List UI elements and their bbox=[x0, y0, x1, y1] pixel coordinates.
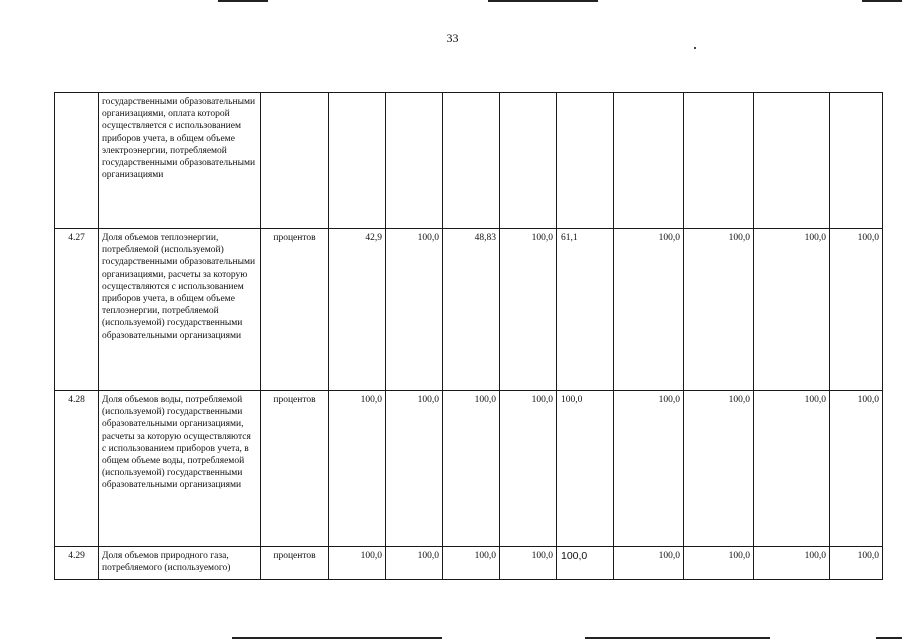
value-cell: 100,0 bbox=[684, 229, 754, 391]
value-cell: 100,0 bbox=[614, 391, 684, 547]
indicator-name: Доля объемов теплоэнергии, потребляемой (используемой) государственными образовательными организациями, расчеты за которую осуществляются с использованием приборов учета, в общем объеме теплоэнергии, потребляемой (используемой) государственными образовательными организациями bbox=[99, 229, 261, 391]
value-cell: 100,0 bbox=[754, 229, 830, 391]
page-number: 33 bbox=[446, 31, 459, 45]
table-row bbox=[55, 391, 883, 547]
indicator-name: Доля объемов природного газа, потребляемого (используемого) bbox=[99, 547, 261, 580]
value-cell: 100,0 bbox=[500, 229, 557, 391]
row-number: 4.29 bbox=[55, 547, 99, 580]
value-cell: 61,1 bbox=[557, 229, 614, 391]
scan-artifact-bottom-right bbox=[585, 637, 770, 639]
scan-artifact-top-mid bbox=[488, 0, 598, 2]
scan-dot bbox=[694, 47, 696, 49]
value-cell: 100,0 bbox=[684, 547, 754, 580]
value-cell: 100,0 bbox=[614, 547, 684, 580]
value-cell: 100,0 bbox=[329, 391, 386, 547]
unit-cell: процентов bbox=[261, 229, 329, 391]
value-cell: 48,83 bbox=[443, 229, 500, 391]
value-cell: 100,0 bbox=[443, 391, 500, 547]
unit-cell bbox=[261, 93, 329, 229]
value-cell: 100,0 bbox=[386, 229, 443, 391]
value-cell: 100,0 bbox=[830, 391, 883, 547]
value-cell: 100,0 bbox=[830, 547, 883, 580]
value-cell: 100,0 bbox=[386, 391, 443, 547]
value-cell bbox=[329, 93, 386, 229]
value-cell: 100,0 bbox=[500, 391, 557, 547]
indicator-name: государственными образовательными организациями, оплата которой осуществляется с использованием приборов учета, в общем объеме электроэнергии, потребляемой государственными образовательными организациями bbox=[99, 93, 261, 229]
value-cell bbox=[386, 93, 443, 229]
value-cell bbox=[754, 93, 830, 229]
row-number bbox=[55, 93, 99, 229]
scan-artifact-top-left bbox=[218, 0, 268, 2]
indicators-table bbox=[54, 92, 883, 580]
value-cell bbox=[443, 93, 500, 229]
row-number: 4.28 bbox=[55, 391, 99, 547]
value-cell: 100,0 bbox=[557, 391, 614, 547]
unit-cell: процентов bbox=[261, 547, 329, 580]
value-cell bbox=[614, 93, 684, 229]
table-row bbox=[55, 93, 883, 229]
value-cell: 100,0 bbox=[386, 547, 443, 580]
value-cell: 100,0 bbox=[830, 229, 883, 391]
value-cell: 42,9 bbox=[329, 229, 386, 391]
indicator-name: Доля объемов воды, потребляемой (используемой) государственными образовательными организациями, расчеты за которую осуществляются с использованием приборов учета, в общем объеме воды, потребляемой (используемой) государственными образовательными организациями bbox=[99, 391, 261, 547]
value-cell bbox=[500, 93, 557, 229]
value-cell: 100,0 bbox=[754, 547, 830, 580]
value-cell: 100,0 bbox=[557, 547, 614, 580]
value-cell bbox=[557, 93, 614, 229]
value-cell bbox=[830, 93, 883, 229]
value-cell: 100,0 bbox=[614, 229, 684, 391]
table-row bbox=[55, 547, 883, 580]
scan-artifact-bottom-far bbox=[876, 637, 902, 639]
table-row bbox=[55, 229, 883, 391]
value-cell bbox=[684, 93, 754, 229]
unit-cell: процентов bbox=[261, 391, 329, 547]
scan-artifact-top-right bbox=[862, 0, 902, 2]
value-cell: 100,0 bbox=[684, 391, 754, 547]
scan-artifact-bottom-left bbox=[232, 637, 442, 639]
value-cell: 100,0 bbox=[754, 391, 830, 547]
value-cell: 100,0 bbox=[329, 547, 386, 580]
value-cell: 100,0 bbox=[443, 547, 500, 580]
row-number: 4.27 bbox=[55, 229, 99, 391]
value-cell: 100,0 bbox=[500, 547, 557, 580]
